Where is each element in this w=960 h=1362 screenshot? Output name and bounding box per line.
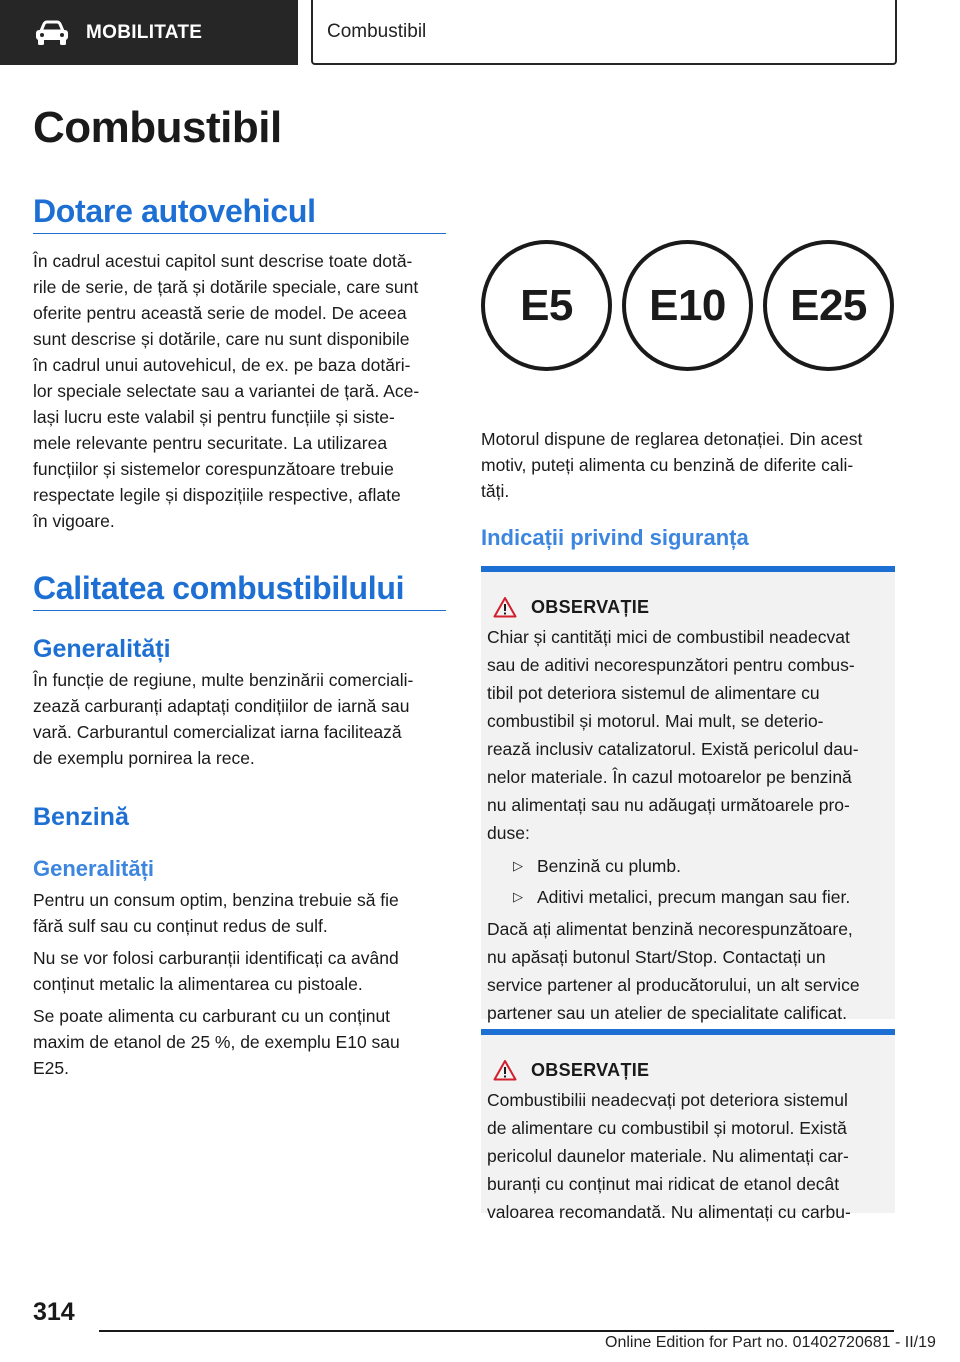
text-line: buranți cu conținut mai ridicat de etanol decât bbox=[487, 1174, 840, 1194]
text-line: tibil pot deteriora sistemul de alimentare cu bbox=[487, 683, 820, 703]
warning-triangle-icon bbox=[493, 596, 517, 618]
fuel-label-e25 bbox=[763, 240, 894, 371]
heading-benzina-generalitati: Generalități bbox=[33, 856, 155, 881]
fuel-label-text: E25 bbox=[790, 280, 867, 330]
page-title: Combustibil bbox=[33, 103, 282, 152]
dotare-paragraph bbox=[33, 248, 446, 534]
text-line: valoarea recomandată. Nu alimentați cu carbu- bbox=[487, 1202, 851, 1222]
section-label: MOBILITATE bbox=[86, 21, 203, 43]
warning-label: OBSERVAȚIE bbox=[531, 596, 650, 617]
bullet-triangle-icon: ▷ bbox=[513, 858, 523, 873]
warning-text bbox=[487, 1087, 889, 1225]
heading-benzina: Benzină bbox=[33, 803, 129, 831]
heading-calitatea: Calitatea combustibilului bbox=[33, 568, 446, 611]
text-line: motiv, puteți alimenta cu benzină de diferite cali- bbox=[481, 455, 854, 475]
text-line: conținut metalic la alimentarea cu pistoale. bbox=[33, 974, 363, 994]
list-item-text: Benzină cu plumb. bbox=[537, 856, 681, 876]
text-line: În cadrul acestui capitol sunt descrise toate dotă- bbox=[33, 251, 413, 271]
text-line: rează inclusiv catalizatorul. Există pericolul dau- bbox=[487, 739, 859, 759]
text-line: zează carburanți adaptați condițiilor de iarnă sau bbox=[33, 696, 410, 716]
text-line: sau de aditivi necorespunzători pentru combus- bbox=[487, 655, 855, 675]
text-line: maxim de etanol de 25 %, de exemplu E10 sau bbox=[33, 1032, 400, 1052]
text-line: sunt descrise și dotările, care nu sunt disponibile bbox=[33, 329, 410, 349]
page-number: 314 bbox=[33, 1298, 75, 1326]
text-line: Nu se vor folosi carburanții identificați ca având bbox=[33, 948, 399, 968]
text-line: nu alimentați sau nu adăugați următoarele pro- bbox=[487, 795, 850, 815]
benzina-paragraph-2 bbox=[33, 945, 446, 997]
warning-header bbox=[487, 1055, 889, 1085]
right-column bbox=[481, 236, 895, 552]
text-line: E25. bbox=[33, 1058, 69, 1078]
text-line: pericolul daunelor materiale. Nu alimentați car- bbox=[487, 1146, 849, 1166]
list-item-text: Aditivi metalici, precum mangan sau fier. bbox=[537, 887, 851, 907]
warning-followup-text bbox=[487, 916, 889, 1026]
list-item bbox=[487, 884, 889, 910]
heading-generalitati: Generalități bbox=[33, 635, 171, 663]
bullet-triangle-icon: ▷ bbox=[513, 889, 523, 904]
warning-text bbox=[487, 624, 889, 846]
text-line: mele relevante pentru securitate. La utilizarea bbox=[33, 433, 388, 453]
fuel-label-text: E10 bbox=[649, 280, 726, 330]
text-line: respectate legile și dispozițiile respective, aflate bbox=[33, 485, 401, 505]
text-line: Dacă ați alimentat benzină necorespunzătoare, bbox=[487, 919, 853, 939]
text-line: de alimentare cu combustibil și motorul. Există bbox=[487, 1118, 847, 1138]
section-tab[interactable] bbox=[0, 0, 298, 65]
heading-dotare: Dotare autovehicul bbox=[33, 191, 446, 234]
warning-header bbox=[487, 592, 889, 622]
text-line: nelor materiale. În cazul motoarelor pe benzină bbox=[487, 767, 852, 787]
heading-siguranta: Indicații privind siguranța bbox=[481, 525, 749, 550]
fuel-label-e10 bbox=[622, 240, 753, 371]
text-line: Chiar și cantități mici de combustibil neadecvat bbox=[487, 627, 850, 647]
text-line: oferite pentru această serie de model. De aceea bbox=[33, 303, 407, 323]
car-icon bbox=[34, 19, 70, 47]
footer-divider bbox=[99, 1330, 894, 1332]
list-item bbox=[487, 853, 889, 879]
text-line: service partener al producătorului, un alt service bbox=[487, 975, 860, 995]
text-line: rile de serie, de țară și dotările speciale, care sunt bbox=[33, 277, 419, 297]
warning-box-2 bbox=[481, 1029, 895, 1222]
text-line: combustibil și motorul. Mai mult, se deterio- bbox=[487, 711, 824, 731]
text-line: fără sulf sau cu conținut redus de sulf. bbox=[33, 916, 328, 936]
text-line: funcțiilor și sistemelor corespunzătoare trebuie bbox=[33, 459, 394, 479]
fuel-label-e5 bbox=[481, 240, 612, 371]
text-line: tăți. bbox=[481, 481, 510, 501]
text-line: de exemplu pornirea la rece. bbox=[33, 748, 255, 768]
text-line: Se poate alimenta cu carburant cu un conținut bbox=[33, 1006, 391, 1026]
left-column bbox=[33, 98, 446, 1081]
fuel-labels-figure bbox=[481, 236, 894, 384]
text-line: Motorul dispune de reglarea detonației. Din acest bbox=[481, 429, 863, 449]
text-line: partener sau un atelier de specialitate calificat. bbox=[487, 1003, 847, 1023]
text-line: în cadrul unui autovehicul, de ex. pe baza dotări- bbox=[33, 355, 411, 375]
text-line: în vigoare. bbox=[33, 511, 115, 531]
text-line: vară. Carburantul comercializat iarna facilitează bbox=[33, 722, 402, 742]
text-line: Pentru un consum optim, benzina trebuie să fie bbox=[33, 890, 399, 910]
text-line: lași lucru este valabil și pentru funcțiile și siste- bbox=[33, 407, 395, 427]
text-line: nu apăsați butonul Start/Stop. Contactați un bbox=[487, 947, 826, 967]
edition-text: Online Edition for Part no. 01402720681 - II/19 bbox=[605, 1334, 936, 1351]
engine-paragraph bbox=[481, 426, 895, 504]
text-line: lor speciale selectate sau a variantei de țară. Ace- bbox=[33, 381, 420, 401]
chapter-tab[interactable] bbox=[311, 0, 897, 65]
text-line: duse: bbox=[487, 823, 530, 843]
warning-label: OBSERVAȚIE bbox=[531, 1059, 650, 1080]
warning-box-1 bbox=[481, 566, 895, 1023]
text-line: Combustibilii neadecvați pot deteriora sistemul bbox=[487, 1090, 848, 1110]
warning-triangle-icon bbox=[493, 1059, 517, 1081]
benzina-paragraph-3 bbox=[33, 1003, 446, 1081]
benzina-paragraph-1 bbox=[33, 887, 446, 939]
generalitati-paragraph bbox=[33, 667, 446, 771]
text-line: În funcție de regiune, multe benzinării comerciali- bbox=[33, 670, 414, 690]
chapter-label: Combustibil bbox=[327, 20, 427, 42]
fuel-label-text: E5 bbox=[520, 280, 573, 330]
